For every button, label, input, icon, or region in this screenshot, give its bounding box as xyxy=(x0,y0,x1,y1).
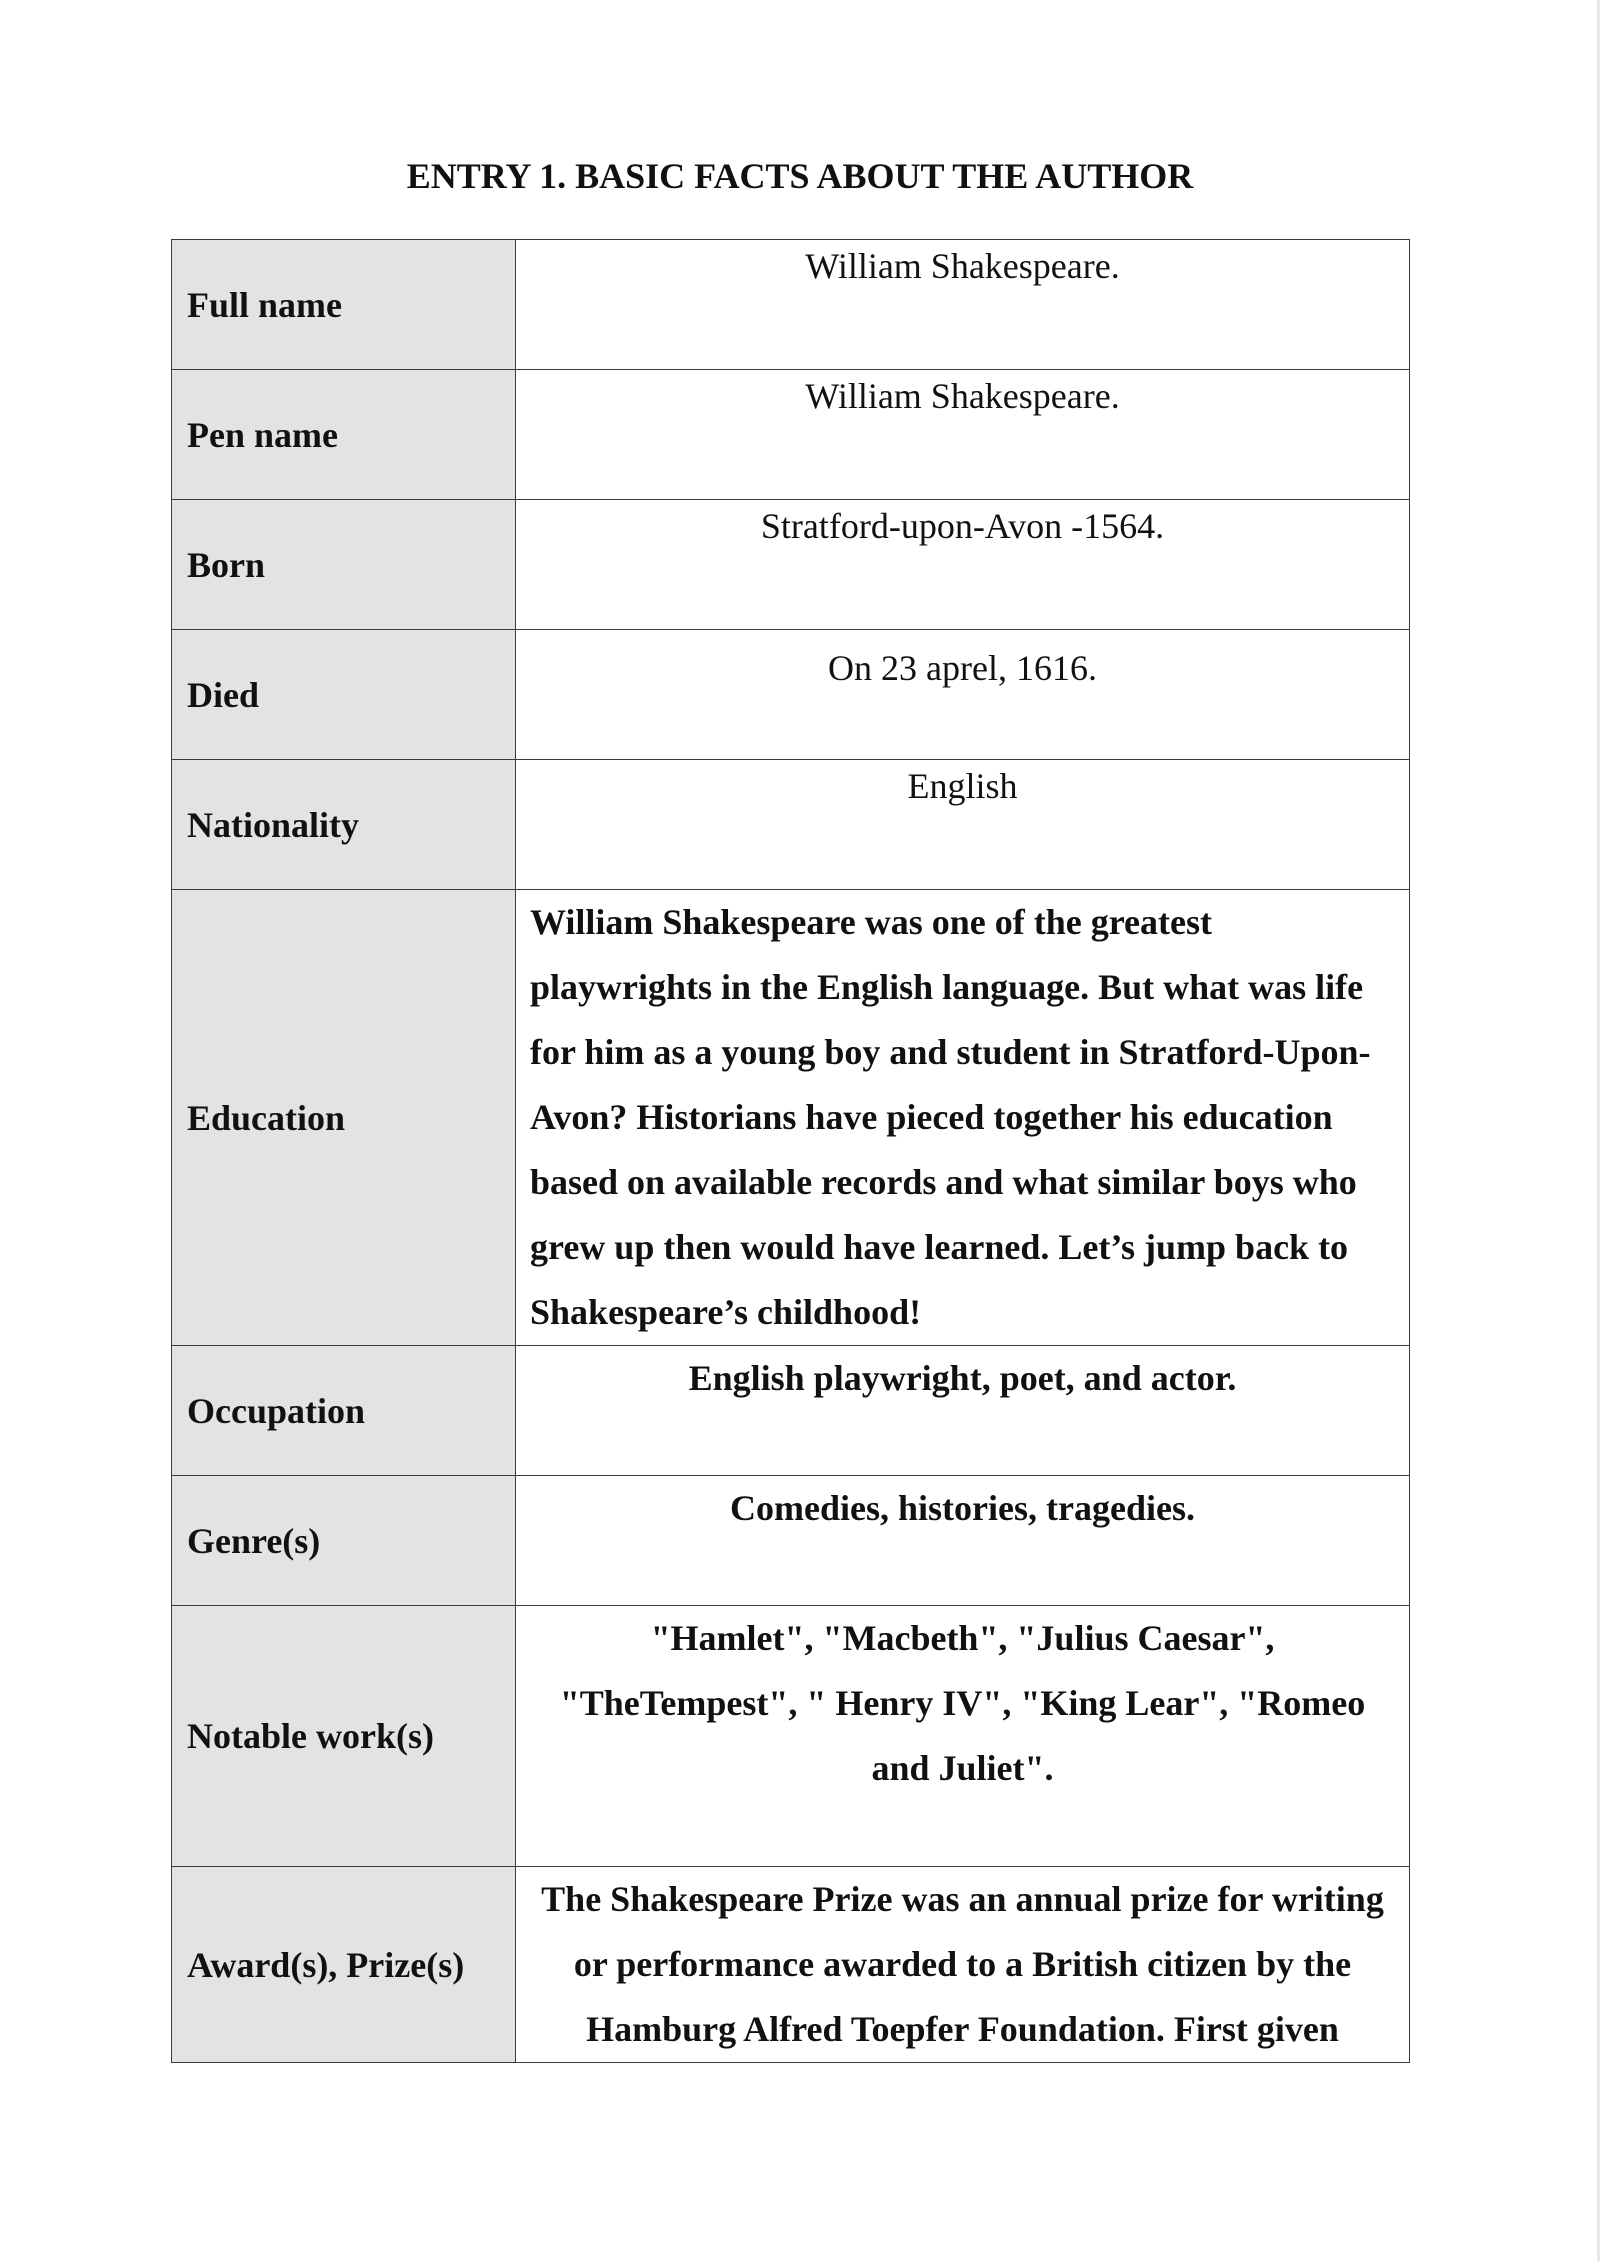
table-row xyxy=(172,1346,1410,1476)
row-value-awards: The Shakespeare Prize was an annual prize for writing or performance awarded to a British citizen by the Hamburg Alfred Toepfer Foundation. First given xyxy=(516,1867,1410,2063)
row-value-died: On 23 aprel, 1616. xyxy=(516,630,1410,760)
table-row xyxy=(172,500,1410,630)
row-label-nationality: Nationality xyxy=(172,760,516,890)
row-value-full-name: William Shakespeare. xyxy=(516,240,1410,370)
table-row xyxy=(172,370,1410,500)
row-label-full-name: Full name xyxy=(172,240,516,370)
document-title: ENTRY 1. BASIC FACTS ABOUT THE AUTHOR xyxy=(406,156,1194,196)
row-value-nationality: English xyxy=(516,760,1410,890)
row-label-awards: Award(s), Prize(s) xyxy=(172,1867,516,2063)
author-facts-table xyxy=(171,239,1410,2063)
row-label-genres: Genre(s) xyxy=(172,1476,516,1606)
row-label-notable-works: Notable work(s) xyxy=(172,1606,516,1867)
table-row xyxy=(172,890,1410,1346)
table-row xyxy=(172,760,1410,890)
row-label-born: Born xyxy=(172,500,516,630)
table-row xyxy=(172,240,1410,370)
row-value-education: William Shakespeare was one of the greatest playwrights in the English language. But what was life for him as a young boy and student in Stratford-Upon-Avon? Historians have pieced together his education based on available records and what similar boys who grew up then would have learned. Let’s jump back to Shakespeare’s childhood! xyxy=(516,890,1410,1346)
row-label-education: Education xyxy=(172,890,516,1346)
row-label-occupation: Occupation xyxy=(172,1346,516,1476)
table-row xyxy=(172,630,1410,760)
row-label-died: Died xyxy=(172,630,516,760)
row-label-pen-name: Pen name xyxy=(172,370,516,500)
row-value-born: Stratford-upon-Avon -1564. xyxy=(516,500,1410,630)
row-value-notable-works: "Hamlet", "Macbeth", "Julius Caesar", "TheTempest", " Henry IV", "King Lear", "Romeo and Juliet". xyxy=(516,1606,1410,1867)
table-row xyxy=(172,1606,1410,1867)
row-value-occupation: English playwright, poet, and actor. xyxy=(516,1346,1410,1476)
table-row xyxy=(172,1867,1410,2063)
row-value-genres: Comedies, histories, tragedies. xyxy=(516,1476,1410,1606)
row-value-pen-name: William Shakespeare. xyxy=(516,370,1410,500)
table-row xyxy=(172,1476,1410,1606)
